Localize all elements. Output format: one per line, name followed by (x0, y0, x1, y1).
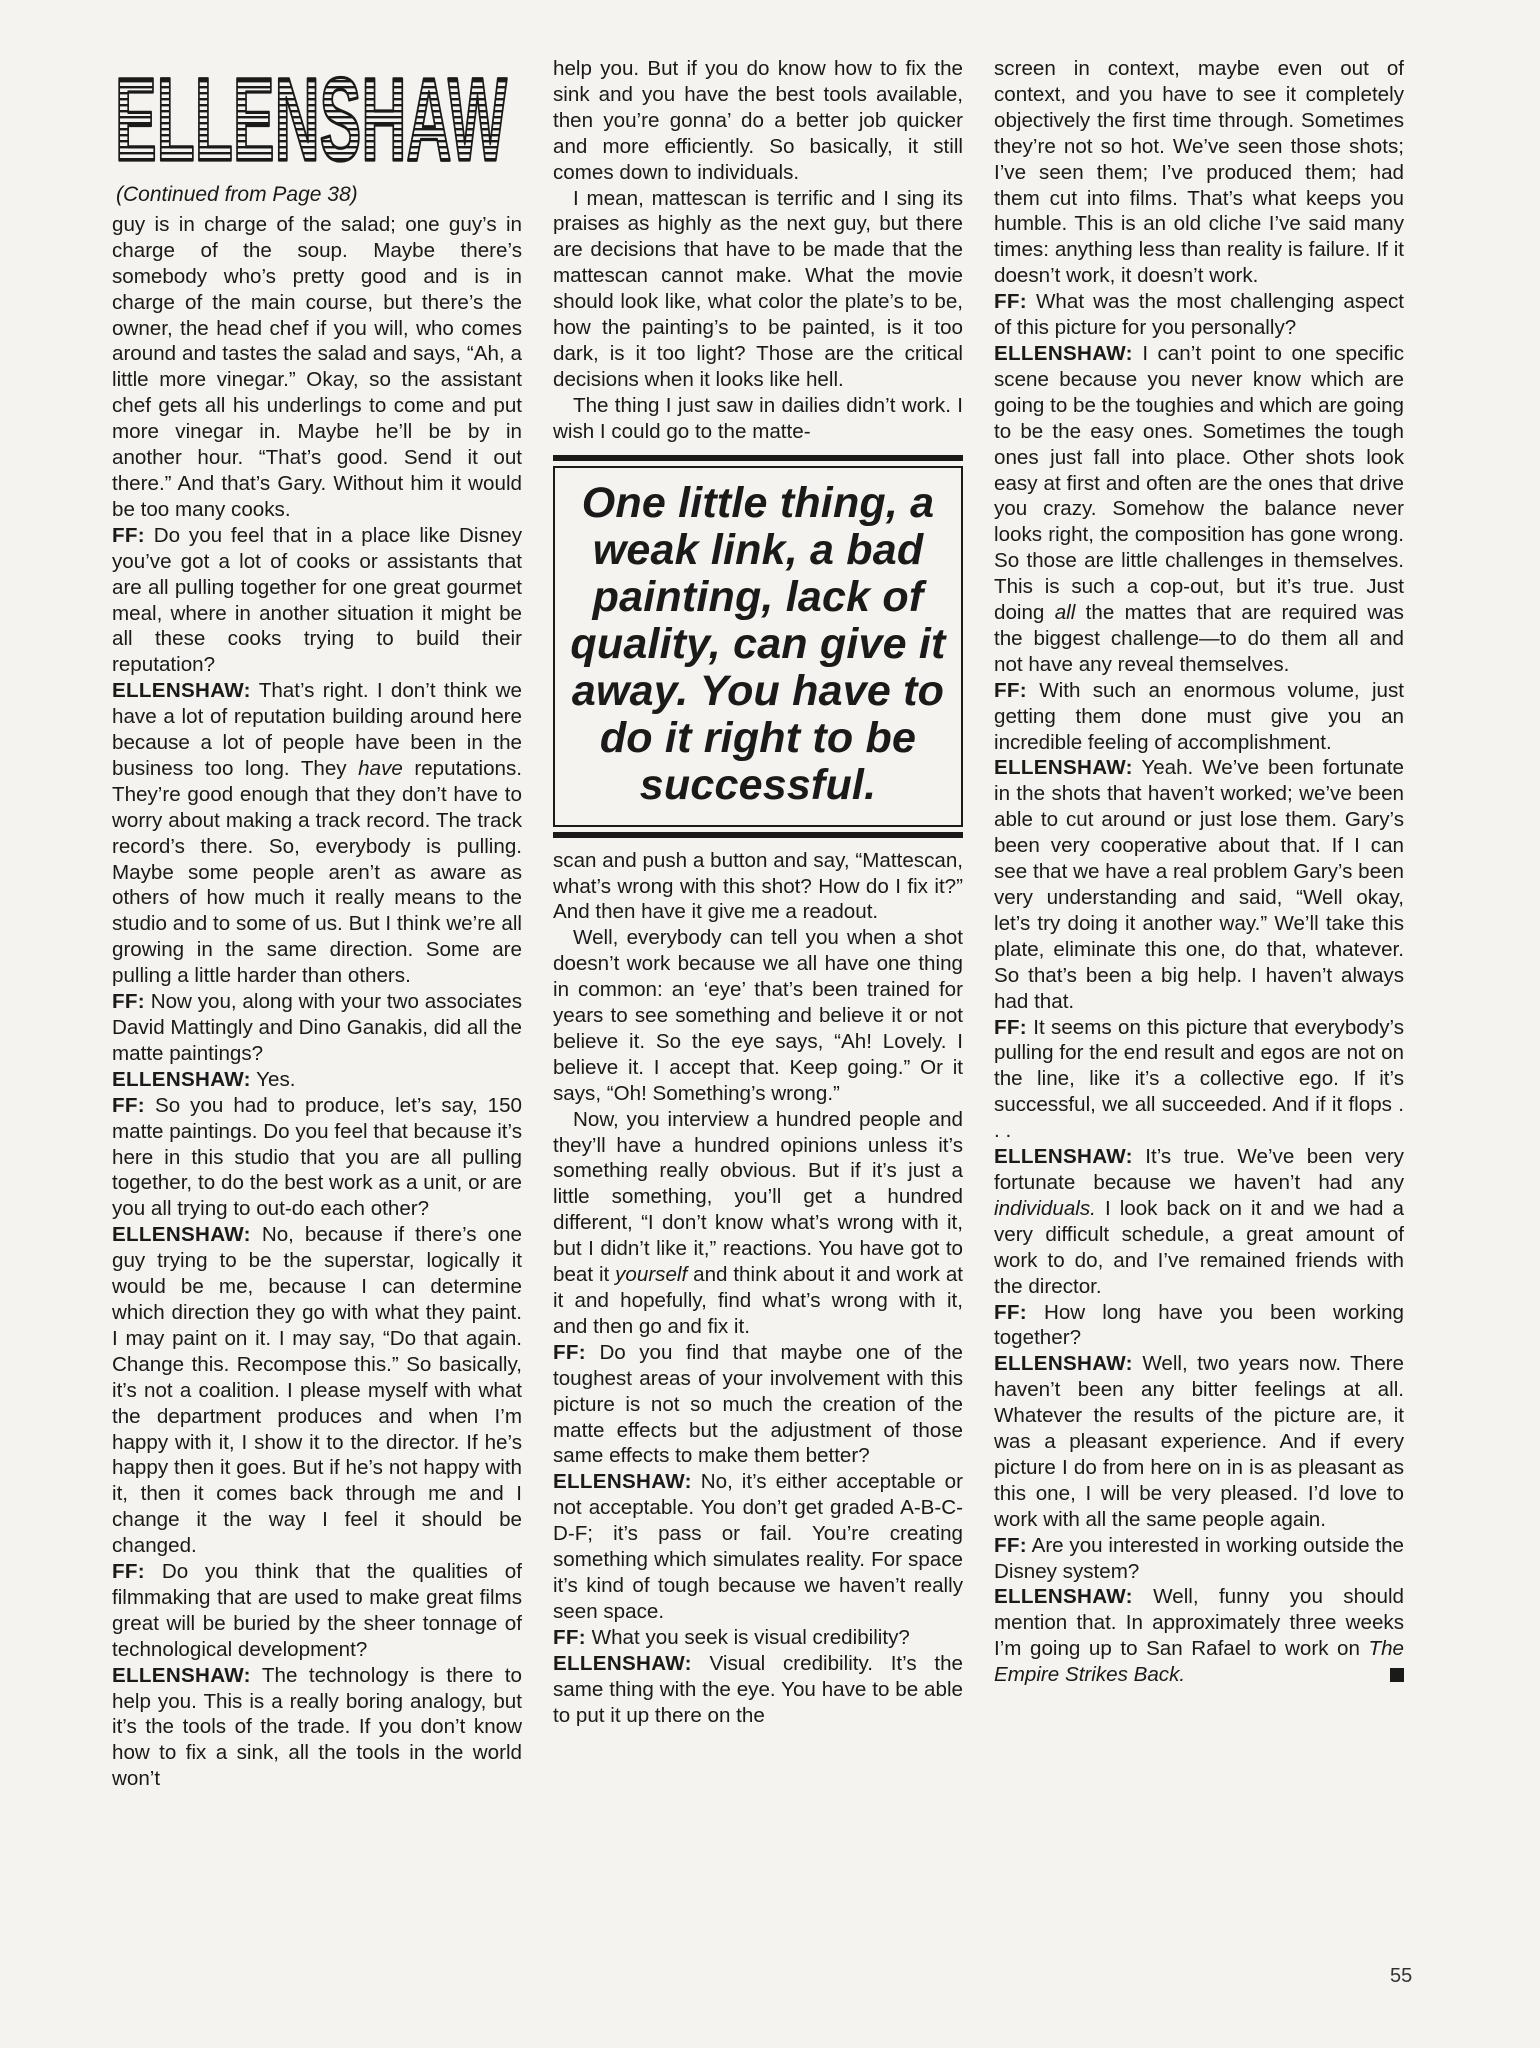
speaker-ff: FF: (553, 1625, 586, 1649)
emphasis: all (1054, 601, 1076, 625)
speaker-ellenshaw: ELLENSHAW: (994, 341, 1133, 365)
speaker-ff: FF: (112, 1093, 145, 1117)
paragraph: FF: What you seek is visual credibility? (553, 1625, 910, 1649)
speaker-ff: FF: (994, 290, 1027, 314)
paragraph: FF: How long have you been working together? (994, 1300, 1404, 1350)
paragraph: FF: It seems on this picture that everybody’s pulling for the end result and egos are not on the line, like it’s a collective ego. If it’s successful, we all succeeded. And if it flops . . . (994, 1015, 1404, 1143)
paragraph: ELLENSHAW: No, it’s either acceptable or not acceptable. You don’t get graded A-B-C-D-F; it’s pass or fail. You’re creating something which simulates reality. For space it’s kind of tough because we haven’t really seen space. (553, 1470, 963, 1623)
speaker-ff: FF: (112, 1560, 145, 1584)
paragraph: I mean, mattescan is terrific and I sing its praises as highly as the next guy, but there are decisions that have to be made that the mattescan cannot make. What the movie should look like, what color the plate’s to be, how the painting’s to be painted, is it too dark, is it too light? Those are the critical decisions when it looks like hell. (553, 186, 963, 391)
paragraph: ELLENSHAW: Well, funny you should mention that. In approximately three weeks I’m going up to San Rafael to work on The Empire Strikes Back. (994, 1585, 1404, 1687)
paragraph: scan and push a button and say, “Mattescan, what’s wrong with this shot? How do I fix it?” And then have it give me a readout. (553, 848, 963, 924)
end-of-article-mark (1390, 1668, 1404, 1682)
speaker-ellenshaw: ELLENSHAW: (994, 1145, 1133, 1169)
paragraph: ELLENSHAW: The technology is there to help you. This is a really boring analogy, but it’s the tools of the trade. If you don’t know how to fix a sink, all the tools in the world won’t (112, 1663, 522, 1791)
paragraph: ELLENSHAW: No, because if there’s one guy trying to be the superstar, logically it would be me, because I can determine which direction they go with what they paint. I may paint on it. I may say, “Do that again. Change this. Recompose this.” So basically, it’s not a coalition. I please myself with what the department produces and when I’m happy with it, I show it to the director. If he’s happy then it goes. But if he’s not happy with it, then it comes back through me and I change it the way I feel it should be changed. (112, 1223, 522, 1558)
speaker-ellenshaw: ELLENSHAW: (112, 1223, 251, 1247)
paragraph: FF: So you had to produce, let’s say, 150 matte paintings. Do you feel that because it’s here in this studio that you are all pulling together, to do the best work as a unit, or are you all trying to out-do each other? (112, 1093, 522, 1221)
continued-note: (Continued from Page 38) (116, 183, 358, 206)
speaker-ellenshaw: ELLENSHAW: (994, 756, 1133, 780)
speaker-ff: FF: (994, 678, 1027, 702)
pull-quote-text: One little thing, a weak link, a bad painting, lack of quality, can give it away. You have to do it right to be successful. (553, 466, 963, 827)
paragraph: ELLENSHAW: Yes. (112, 1067, 296, 1091)
paragraph: ELLENSHAW: I can’t point to one specific scene because you never know which are going to be the toughies and which are going to be the easy ones. Sometimes the tough ones just fall into place. Other shots look easy at first and often are the ones that drive you crazy. Somehow the balance never looks right, the composition has gone wrong. So those are little challenges in themselves. This is such a cop-out, but it’s true. Just doing all the mattes that are required was the biggest challenge—to do them all and not have any reveal themselves. (994, 341, 1404, 676)
paragraph: help you. But if you do know how to fix the sink and you have the best tools available, then you’re gonna’ do a better job quicker and more efficiently. So basically, it still comes down to individuals. (553, 57, 963, 184)
paragraph: FF: Do you feel that in a place like Disney you’ve got a lot of cooks or assistants that are all pulling together for one great gourmet meal, where in another situation it might be all these cooks trying to build their reputation? (112, 523, 522, 677)
speaker-ff: FF: (112, 523, 145, 547)
article-column-2 (553, 56, 963, 1728)
article-column-1 (112, 56, 522, 1792)
title-text: ELLENSHAW (115, 56, 508, 176)
speaker-ellenshaw: ELLENSHAW: (553, 1470, 692, 1494)
speaker-ff: FF: (994, 1300, 1027, 1324)
paragraph: The thing I just saw in dailies didn’t work. I wish I could go to the matte- (553, 393, 963, 443)
article-column-3 (994, 56, 1404, 1688)
paragraph: ELLENSHAW: That’s right. I don’t think we have a lot of reputation building around here because a lot of people have been in the business too long. They have reputations. They’re good enough that they don’t have to worry about making a track record. The track record’s there. So, everybody is pulling. Maybe some people aren’t as aware as others of how much it really means to the studio and to some of us. But I think we’re all growing in the same direction. Some are pulling a little harder than others. (112, 679, 522, 988)
speaker-ff: FF: (994, 1015, 1027, 1039)
paragraph: FF: With such an enormous volume, just getting them done must give you an incredible feeling of accomplishment. (994, 678, 1404, 754)
speaker-ellenshaw: ELLENSHAW: (112, 1663, 251, 1687)
emphasis: yourself (615, 1263, 688, 1287)
speaker-ellenshaw: ELLENSHAW: (994, 1352, 1133, 1376)
emphasis: individuals. (994, 1196, 1096, 1220)
paragraph: ELLENSHAW: Yeah. We’ve been fortunate in the shots that haven’t worked; we’ve been able to cut around or just lose them. Gary’s been very cooperative about that. If I can see that we have a real problem Gary’s been very understanding and said, “Well okay, let’s try doing it another way.” We’ll take this plate, eliminate this one, do that, whatever. So that’s been a big help. I haven’t always had that. (994, 756, 1404, 1013)
article-title (112, 56, 510, 176)
paragraph: FF: Are you interested in working outside the Disney system? (994, 1533, 1404, 1583)
speaker-ff: FF: (112, 990, 145, 1014)
paragraph: Now, you interview a hundred people and they’ll have a hundred opinions unless it’s something really obvious. But if it’s just a little something, you’ll get a hundred different, “I don’t know what’s wrong with it, but I didn’t like it,” reactions. You have got to beat it yourself and think about it and work at it and hopefully, find what’s wrong with it, and then go and fix it. (553, 1107, 963, 1338)
paragraph: FF: Now you, along with your two associates David Mattingly and Dino Ganakis, did all the matte paintings? (112, 990, 522, 1065)
paragraph: ELLENSHAW: Well, two years now. There haven’t been any bitter feelings at all. Whatever the results of the picture are, it was a pleasant experience. And if every picture I do from here on in is as pleasant as this one, I will be very pleased. I’d love to work with all the same people again. (994, 1352, 1404, 1531)
speaker-ellenshaw: ELLENSHAW: (994, 1585, 1133, 1609)
emphasis: The Empire Strikes Back. (994, 1637, 1404, 1687)
paragraph: guy is in charge of the salad; one guy’s in charge of the soup. Maybe there’s somebody who’s pretty good and is in charge of the main course, but there’s the owner, the head chef if you will, who comes around and tastes the salad and says, “Ah, a little more vinegar.” Okay, so the assistant chef gets all his underlings to come and put more vinegar in. Maybe he’ll be by in another hour. “That’s good. Send it out there.” And that’s Gary. Without him it would be too many cooks. (112, 212, 522, 521)
paragraph: ELLENSHAW: It’s true. We’ve been very fortunate because we haven’t had any individuals. I look back on it and we had a very difficult schedule, a great amount of work to do, and I’ve remained friends with the director. (994, 1145, 1404, 1298)
speaker-ff: FF: (994, 1533, 1027, 1557)
speaker-ellenshaw: ELLENSHAW: (112, 679, 251, 703)
pull-quote (553, 455, 963, 838)
speaker-ellenshaw: ELLENSHAW: (553, 1651, 692, 1675)
paragraph: Well, everybody can tell you when a shot doesn’t work because we all have one thing in common: an ‘eye’ that’s been trained for years to see something and believe it or not believe it. So the eye says, “Ah! Lovely. I believe it. I accept that. Keep going.” Or it says, “Oh! Something’s wrong.” (553, 926, 963, 1105)
speaker-ellenshaw: ELLENSHAW: (112, 1067, 251, 1091)
emphasis: have (358, 756, 403, 780)
paragraph: FF: Do you think that the qualities of filmmaking that are used to make great films great will be buried by the sheer tonnage of technological development? (112, 1560, 522, 1661)
page-number: 55 (1390, 1965, 1413, 1987)
paragraph: FF: What was the most challenging aspect of this picture for you personally? (994, 290, 1404, 340)
speaker-ff: FF: (553, 1340, 586, 1364)
paragraph: FF: Do you find that maybe one of the toughest areas of your involvement with this picture is not so much the creation of the matte effects but the adjustment of those same effects to make them better? (553, 1340, 963, 1468)
paragraph: ELLENSHAW: Visual credibility. It’s the same thing with the eye. You have to be able to put it up there on the (553, 1651, 963, 1727)
paragraph: screen in context, maybe even out of context, and you have to see it completely objectively the first time through. Sometimes they’re not so hot. We’ve seen those shots; I’ve seen them; I’ve produced them; had them cut into films. That’s what keeps you humble. This is an old cliche I’ve said many times: anything less than reality is failure. If it doesn’t work, it doesn’t work. (994, 57, 1404, 288)
